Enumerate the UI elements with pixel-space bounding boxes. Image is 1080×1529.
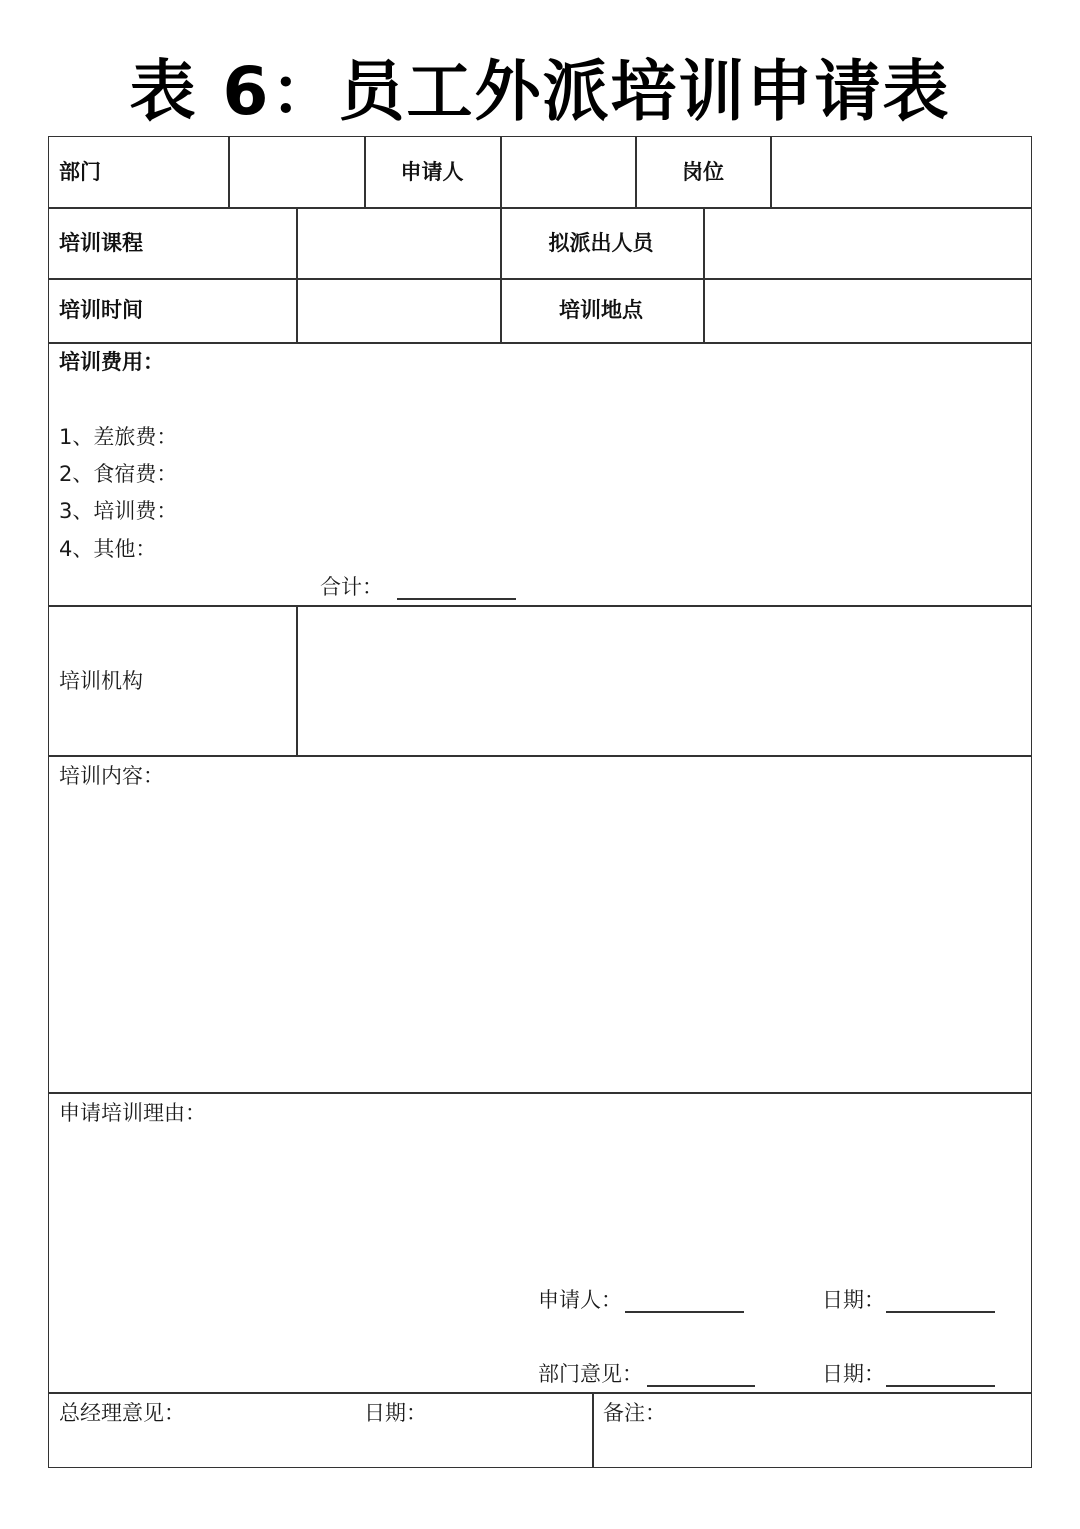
fee-item: 2、食宿费： — [59, 462, 178, 486]
date-blank[interactable] — [886, 1385, 995, 1387]
fee-item: 1、差旅费： — [59, 425, 178, 449]
dept-label: 部门 — [59, 160, 101, 184]
dept-opinion-blank[interactable] — [647, 1385, 755, 1387]
position-label: 岗位 — [682, 160, 724, 184]
fees-heading: 培训费用： — [59, 350, 164, 374]
location-label: 培训地点 — [559, 298, 643, 322]
total-blank[interactable] — [397, 598, 516, 600]
fee-item: 4、其他： — [59, 537, 157, 561]
course-label: 培训课程 — [59, 231, 143, 255]
total-label: 合计： — [320, 575, 383, 599]
fee-item: 3、培训费： — [59, 499, 178, 523]
applicant-label: 申请人 — [400, 160, 464, 184]
gm-date-label: 日期： — [364, 1401, 427, 1425]
dept-opinion-label: 部门意见： — [538, 1362, 643, 1386]
reason-heading: 申请培训理由： — [59, 1101, 206, 1125]
date-label: 日期： — [822, 1288, 885, 1312]
content-label: 培训内容： — [59, 764, 164, 788]
page-title: 表 6：员工外派培训申请表 — [129, 53, 951, 130]
applicant-sign-blank[interactable] — [625, 1311, 744, 1313]
dispatch-label: 拟派出人员 — [548, 231, 654, 255]
date-blank[interactable] — [886, 1311, 995, 1313]
time-label: 培训时间 — [59, 298, 143, 322]
form-table — [48, 136, 1032, 1468]
remark-label: 备注： — [603, 1401, 666, 1425]
date-label: 日期： — [822, 1362, 885, 1386]
applicant-sign-label: 申请人： — [538, 1288, 622, 1312]
gm-opinion-label: 总经理意见： — [59, 1401, 185, 1425]
institution-label: 培训机构 — [59, 669, 143, 693]
